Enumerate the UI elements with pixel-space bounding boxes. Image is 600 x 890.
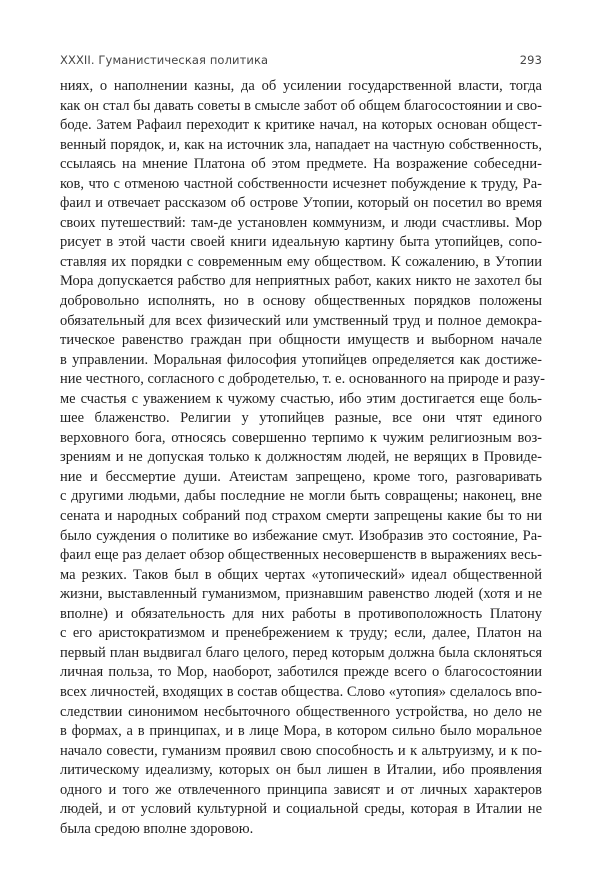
running-header — [60, 53, 542, 69]
text-line: жизни, выставленный гуманизмом, признавшим равенство людей (хотя и не — [60, 586, 542, 603]
text-line: в управлении. Моральная философия утопийцев определяется как достиже- — [60, 351, 542, 368]
text-line: добровольно исполнять, но в основу общественных порядков положены — [60, 293, 542, 310]
text-line: фаил и отвечает рассказом об острове Утопии, который он посетил во время — [60, 195, 542, 212]
text-line: венный порядок, и, как на источник зла, нападает на частную собственность, — [60, 136, 542, 153]
text-line: ние и бессмертие души. Атеистам запрещено, кроме того, разговаривать — [60, 468, 542, 485]
text-line: рисует в этой части своей книги идеальную картину быта утопийцев, сопо- — [60, 234, 542, 251]
text-line: своих путешествий: там-де установлен коммунизм, и люди счастливы. Мор — [60, 214, 542, 231]
text-line: вполне) и обязательность для них работы в противоположность Платону — [60, 605, 542, 622]
text-line: личная польза, то Мор, наоборот, заботился прежде всего о благосостоянии — [60, 664, 542, 681]
text-line: ниях, о наполнении казны, да об усилении государственной власти, тогда — [60, 78, 542, 94]
page-number: 293 — [519, 53, 542, 67]
text-line: с другими людьми, дабы последние не могли быть совращены; наконец, вне — [60, 488, 542, 505]
text-line: первый план выдвигал благо целого, перед которым должна была склоняться — [60, 644, 542, 661]
text-line: было суждения о политике во избежание смут. Изобразив это состояние, Ра- — [60, 527, 542, 544]
text-line: всех личностей, входящих в состав общества. Слово «утопия» сделалось впо- — [60, 683, 542, 700]
text-line: с его аристократизмом и пренебрежением к труду; если, далее, Платон на — [60, 625, 542, 642]
text-line: одного и того же отвлеченного принципа зависят и от личных характеров — [60, 781, 542, 798]
text-line: в формах, а в принципах, и в лице Мора, в котором сильно было моральное — [60, 723, 542, 740]
text-line: ние честного, согласного с добродетелью, т. е. основанного на природе и разу- — [60, 371, 545, 388]
text-line: ков, что с отменою частной собственности исчезнет побуждение к труду, Ра- — [60, 175, 542, 192]
text-line: сената и народных собраний под страхом смерти запрещены какие бы то ни — [60, 508, 542, 525]
text-line: литическому идеализму, которых он был лишен в Италии, ибо проявления — [60, 762, 542, 779]
text-line: шее блаженство. Религии у утопийцев разные, все они чтят единого — [60, 410, 542, 427]
text-line: Мора допускается рабство для неприятных работ, каких никто не захотел бы — [60, 273, 542, 290]
text-line: тическое равенство граждан при общности имуществ и выборном начале — [60, 332, 542, 349]
text-line: как он стал бы давать советы в смысле забот об общем благосостоянии и сво- — [60, 97, 542, 114]
chapter-title: XXXII. Гуманистическая политика — [60, 53, 269, 67]
text-line: следствии синонимом несбыточного общественного устройства, но дело не — [60, 703, 542, 720]
text-line: начало совести, гуманизм проявил свою способность и к альтруизму, и к по- — [60, 742, 542, 759]
text-line: фаил еще раз делает обзор общественных несовершенств в выражениях весь- — [60, 547, 542, 564]
text-line: обязательный для всех физический или умственный труд и полное демокра- — [60, 312, 542, 329]
text-line: людей, и от условий культурной и социальной среды, которая в Италии не — [60, 801, 542, 818]
text-line: была средою вполне здоровою. — [60, 820, 254, 837]
body-text — [60, 77, 545, 839]
text-line: боде. Затем Рафаил переходит к критике начал, на которых основан общест- — [60, 117, 542, 134]
text-line: ме счастья с уважением к чужому счастью, ибо этим достигается еще боль- — [60, 390, 542, 407]
text-line: ма резких. Таков был в общих чертах «утопический» идеал общественной — [60, 566, 542, 583]
text-line: ставляя их порядки с современным ему обществом. К сожалению, в Утопии — [60, 253, 542, 270]
text-line: зрениям и не допуская только к должностям людей, не верящих в Провиде- — [60, 449, 542, 466]
text-line: верховного бога, относясь совершенно терпимо к чужим религиозным воз- — [60, 429, 542, 446]
text-line: ссылаясь на мнение Платона об этом предмете. На возражение собеседни- — [60, 156, 542, 173]
